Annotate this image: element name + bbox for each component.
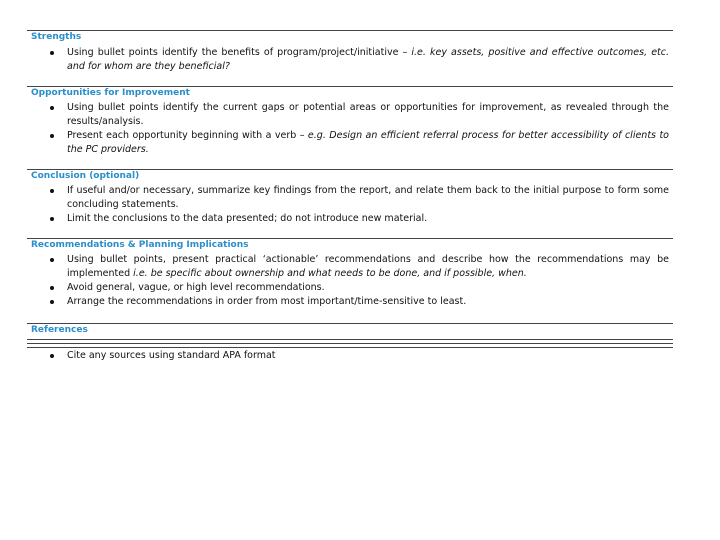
bullet-list (27, 253, 673, 309)
references-body (27, 349, 673, 363)
item-text: Arrange the recommendations in order from most important/time-sensitive to least. (67, 296, 467, 307)
bullet-icon (50, 300, 54, 304)
item-text: Avoid general, vague, or high level recommendations. (67, 282, 325, 293)
bullet-icon (50, 51, 54, 55)
item-text: Cite any sources using standard APA format (67, 350, 276, 361)
bullet-icon (50, 217, 54, 221)
bullet-list (27, 46, 673, 74)
section-heading: Strengths (31, 32, 82, 42)
section-conclusion (27, 169, 673, 238)
bullet-icon (50, 189, 54, 193)
bullet-icon (50, 258, 54, 262)
section-heading: Opportunities for Improvement (31, 88, 190, 98)
divider (27, 343, 673, 344)
item-emphasis: e.g. Design an efficient referral process for better accessibility of clients to the PC providers. (67, 130, 669, 155)
list-item (27, 281, 673, 295)
bullet-icon (50, 134, 54, 138)
list-item (27, 349, 673, 363)
item-text: Using bullet points, present practical ‘actionable’ recommendations and describe how the recommendations may be implemented (67, 254, 669, 279)
list-item (27, 295, 673, 309)
item-text: If useful and/or necessary, summarize key findings from the report, and relate them back to the initial purpose to form some concluding statements. (67, 185, 669, 210)
bullet-icon (50, 286, 54, 290)
bullet-list (27, 349, 673, 363)
section-heading: Conclusion (optional) (31, 171, 140, 181)
item-text: Using bullet points identify the benefits of program/project/initiative – (67, 47, 412, 58)
report-template-table (27, 30, 673, 339)
section-recommendations (27, 238, 673, 323)
section-references (27, 323, 673, 339)
bullet-icon (50, 354, 54, 358)
list-item (27, 129, 673, 157)
list-item (27, 46, 673, 74)
divider (27, 339, 673, 340)
list-item (27, 101, 673, 129)
section-heading: Recommendations & Planning Implications (31, 240, 249, 250)
divider (27, 347, 673, 348)
bullet-list (27, 184, 673, 226)
bullet-icon (50, 106, 54, 110)
item-text: Limit the conclusions to the data presented; do not introduce new material. (67, 213, 428, 224)
list-item (27, 253, 673, 281)
item-text: Using bullet points identify the current gaps or potential areas or opportunities for improvement, as revealed through the results/analysis. (67, 102, 669, 127)
bullet-list (27, 101, 673, 157)
list-item (27, 184, 673, 212)
section-heading: References (31, 325, 88, 335)
section-opportunities (27, 86, 673, 169)
list-item (27, 212, 673, 226)
item-emphasis: i.e. key assets, positive and effective outcomes, etc. and for whom are they beneficial? (67, 47, 669, 72)
item-text: Present each opportunity beginning with a verb – (67, 130, 308, 141)
item-emphasis: i.e. be specific about ownership and what needs to be done, and if possible, when. (133, 268, 527, 279)
section-strengths (27, 30, 673, 86)
